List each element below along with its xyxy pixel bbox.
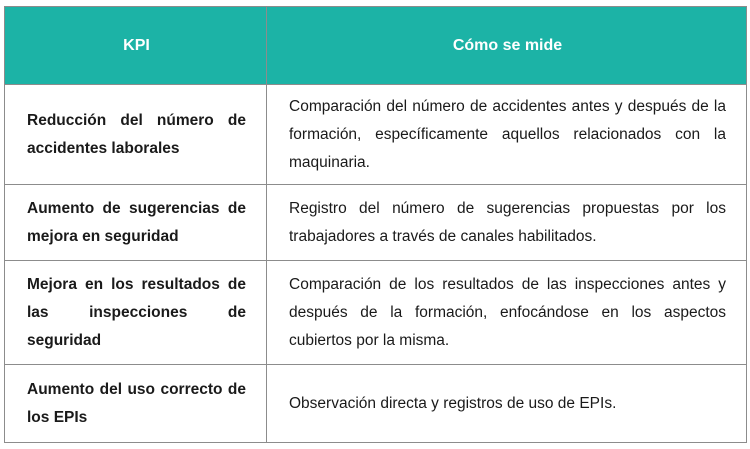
row-3-measure	[267, 261, 747, 365]
row-4-measure	[267, 365, 747, 443]
row-2-measure-text: Registro del número de sugerencias propuestas por los trabajadores a través de canales habilitados.	[289, 199, 726, 245]
row-2-kpi-text: Aumento de sugerencias de mejora en seguridad	[27, 199, 246, 245]
header-measure	[267, 7, 747, 85]
row-2-kpi	[5, 185, 267, 261]
row-2-measure	[267, 185, 747, 261]
row-1-measure	[267, 85, 747, 185]
header-kpi	[5, 7, 267, 85]
row-1-measure-text: Comparación del número de accidentes antes y después de la formación, específicamente aquellos relacionados con la maquinaria.	[289, 97, 726, 171]
header-measure-label: Cómo se mide	[452, 36, 563, 54]
row-3-kpi-text: Mejora en los resultados de las inspecciones de seguridad	[27, 275, 246, 349]
row-1-kpi	[5, 85, 267, 185]
kpi-table	[4, 6, 747, 443]
row-1-kpi-text: Reducción del número de accidentes laborales	[27, 111, 246, 157]
row-3-kpi	[5, 261, 267, 365]
row-3-measure-text: Comparación de los resultados de las inspecciones antes y después de la formación, enfocándose en los aspectos cubiertos por la misma.	[289, 275, 726, 349]
row-4-kpi	[5, 365, 267, 443]
row-4-kpi-text: Aumento del uso correcto de los EPIs	[27, 380, 246, 426]
row-4-measure-text: Observación directa y registros de uso de EPIs.	[289, 394, 617, 412]
header-kpi-label: KPI	[123, 36, 150, 54]
